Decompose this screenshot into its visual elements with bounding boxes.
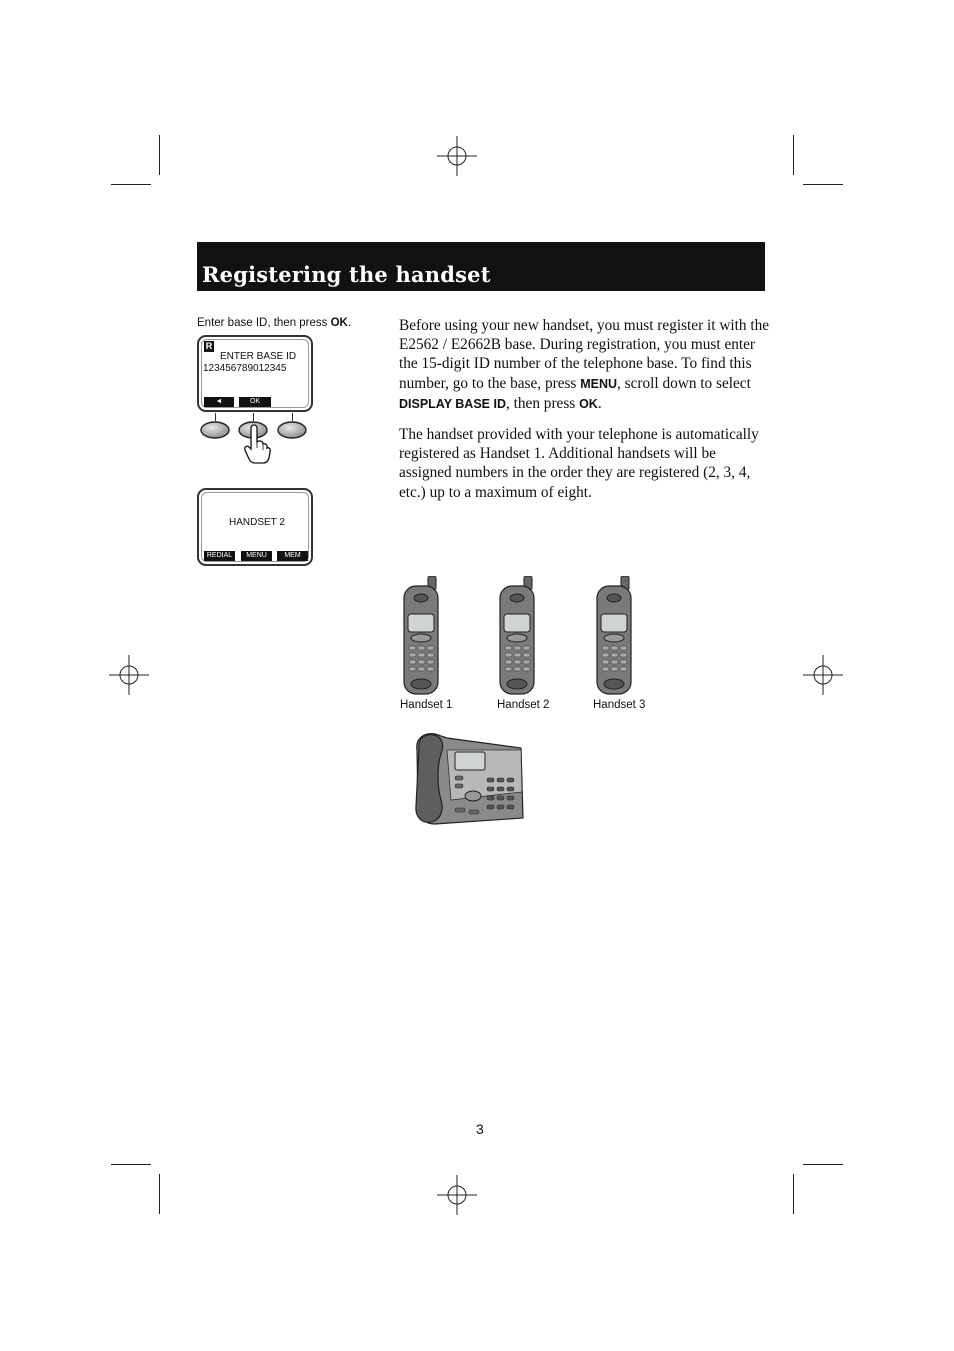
crop-mark: [111, 1164, 151, 1165]
crop-mark: [111, 184, 151, 185]
page-title: Registering the handset: [202, 262, 491, 287]
page-number: 3: [476, 1121, 484, 1137]
paragraph: Before using your new handset, you must register it with the E2562 / E2662B base. During registration, you must enter the 15-digit ID number of the telephone base. To find this number, go to the base, press MENU, scroll down to select DISPLAY BASE ID, then press OK.: [399, 317, 770, 412]
crop-mark: [159, 135, 160, 175]
crop-mark: [793, 1174, 794, 1214]
key-display-base-id: DISPLAY BASE ID: [399, 396, 506, 411]
crop-mark: [803, 1164, 843, 1165]
soft-buttons-illustration: [197, 418, 312, 468]
handset-3-illustration: [594, 576, 636, 696]
caption-text: Enter base ID, then press: [197, 317, 331, 329]
display-screen-enter-base-id: [197, 335, 313, 412]
softkey-menu: MENU: [241, 551, 272, 561]
handset-1-illustration: [401, 576, 443, 696]
key-ok: OK: [579, 396, 598, 411]
handset-label-2: Handset 2: [497, 699, 550, 711]
crop-mark: [793, 135, 794, 175]
registration-mark-icon: [803, 655, 843, 695]
base-station-illustration: [411, 730, 527, 826]
softkey-mem: MEM: [277, 551, 308, 561]
caption-suffix: .: [347, 317, 352, 329]
caption-key: OK: [330, 317, 348, 329]
screen-line-prompt: ENTER BASE ID: [220, 351, 297, 362]
softkey-back: ◄: [204, 397, 234, 407]
crop-mark: [159, 1174, 160, 1214]
paragraph: The handset provided with your telephone is automatically registered as Handset 1. Additional handsets will be assigned numbers in the order they are registered (2, 3, 4, etc.) up to a maximum of eight.: [399, 426, 759, 501]
screen-line-handset: HANDSET 2: [229, 517, 285, 528]
registration-mark-icon: [437, 136, 477, 176]
handset-2-illustration: [497, 576, 539, 696]
instructions-text: [399, 316, 771, 513]
section-banner: [197, 242, 765, 291]
handset-label-3: Handset 3: [593, 699, 646, 711]
registration-mark-icon: [109, 655, 149, 695]
softkey-ok: OK: [239, 397, 271, 407]
step-caption: [197, 317, 351, 329]
display-screen-handset-2: [197, 488, 313, 566]
screen-line-base-id: 123456789012345: [203, 363, 287, 374]
key-menu: MENU: [580, 376, 618, 391]
handset-label-1: Handset 1: [400, 699, 453, 711]
crop-mark: [803, 184, 843, 185]
register-badge: R: [205, 341, 213, 351]
registration-mark-icon: [437, 1175, 477, 1215]
softkey-redial: REDIAL: [204, 551, 235, 561]
